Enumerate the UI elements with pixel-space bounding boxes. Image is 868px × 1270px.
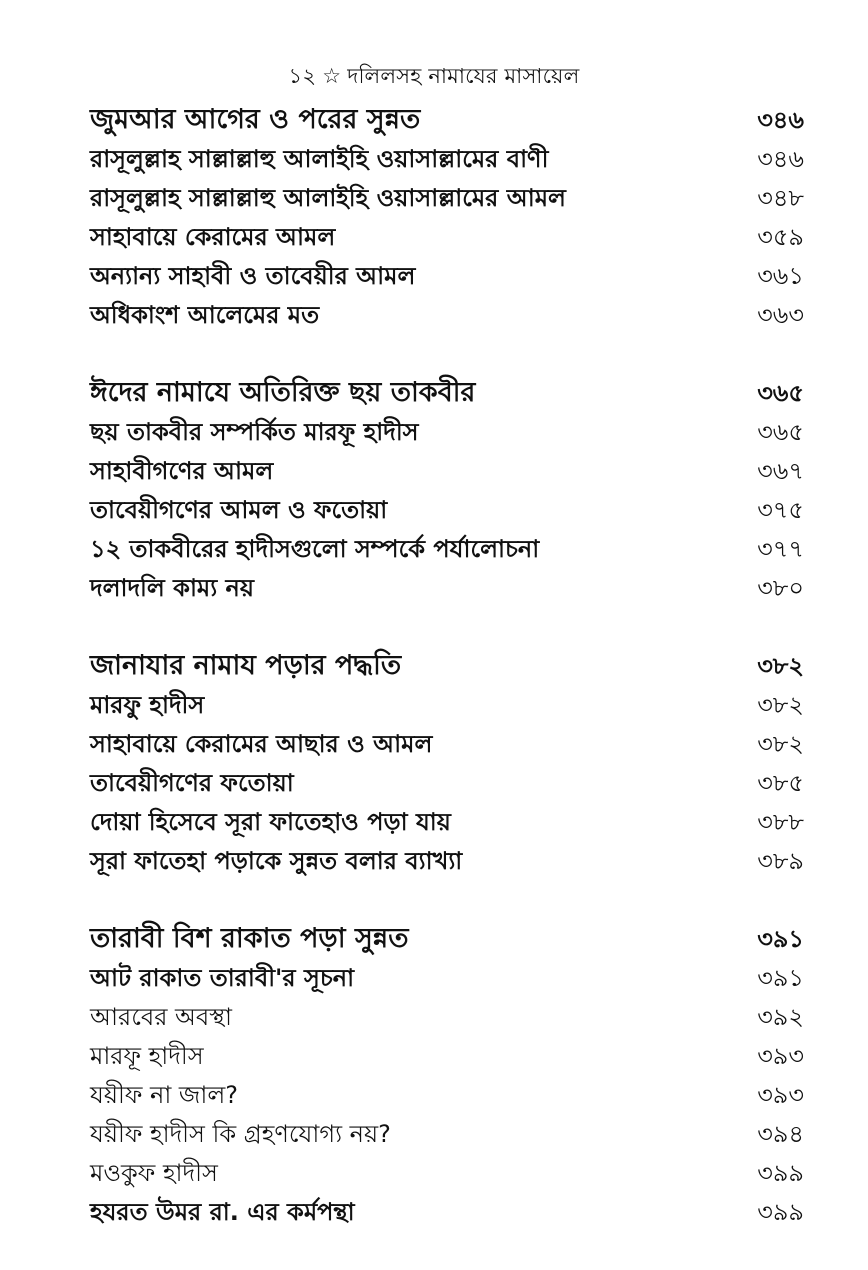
toc-entry bbox=[90, 998, 804, 1037]
toc-entry bbox=[90, 959, 804, 998]
toc-entry-page: ৩৬৩ bbox=[757, 301, 804, 329]
toc-heading bbox=[90, 373, 804, 413]
toc-entry-title: অধিকাংশ আলেমের মত bbox=[90, 301, 320, 329]
toc-entry bbox=[90, 218, 804, 257]
toc-entry-title: দোয়া হিসেবে সূরা ফাতেহাও পড়া যায় bbox=[90, 808, 451, 836]
toc-entry-page: ৩৫৯ bbox=[757, 223, 804, 251]
toc-entry-page: ৩৮৮ bbox=[757, 808, 804, 836]
toc-entry-title: সাহাবীগণের আমল bbox=[90, 457, 274, 485]
toc-entry bbox=[90, 764, 804, 803]
toc-entry-title: মওকুফ হাদীস bbox=[90, 1159, 218, 1187]
toc-heading bbox=[90, 100, 804, 140]
toc-heading-title: জুমআর আগের ও পরের সুন্নত bbox=[90, 104, 421, 135]
toc-entry bbox=[90, 257, 804, 296]
toc-entry bbox=[90, 452, 804, 491]
toc-entry bbox=[90, 491, 804, 530]
toc-entry-title: আট রাকাত তারাবী'র সূচনা bbox=[90, 964, 355, 992]
toc-entry-title: তাবেয়ীগণের আমল ও ফতোয়া bbox=[90, 496, 388, 524]
toc-entry-title: আরবের অবস্থা bbox=[90, 1003, 233, 1031]
running-header bbox=[0, 60, 868, 95]
toc-entry bbox=[90, 569, 804, 608]
toc-heading bbox=[90, 919, 804, 959]
toc-entry-title: যয়ীফ না জাল? bbox=[90, 1081, 238, 1109]
toc-entry-page: ৩৯৩ bbox=[757, 1081, 804, 1109]
toc-entry-page: ৩৮৫ bbox=[757, 769, 804, 797]
toc-entry-page: ৩৪৮ bbox=[757, 184, 804, 212]
toc-entry-page: ৩৭৭ bbox=[757, 535, 804, 563]
toc-entry-title: অন্যান্য সাহাবী ও তাবেয়ীর আমল bbox=[90, 262, 416, 290]
toc-entry bbox=[90, 1076, 804, 1115]
toc-entry bbox=[90, 413, 804, 452]
toc-entry bbox=[90, 725, 804, 764]
star-icon: ☆ bbox=[322, 64, 342, 88]
toc-entry-page: ৩৮৯ bbox=[757, 847, 804, 875]
toc-entry-page: ৩৭৫ bbox=[757, 496, 804, 524]
toc-heading-page: ৩৮২ bbox=[757, 652, 804, 680]
toc-entry-title: যয়ীফ হাদীস কি গ্রহণযোগ্য নয়? bbox=[90, 1120, 391, 1148]
toc-entry bbox=[90, 1193, 804, 1232]
toc-entry-title: তাবেয়ীগণের ফতোয়া bbox=[90, 769, 294, 797]
toc-entry bbox=[90, 842, 804, 881]
toc-entry-page: ৩৮২ bbox=[757, 730, 804, 758]
toc-entry bbox=[90, 1154, 804, 1193]
toc-entry bbox=[90, 803, 804, 842]
toc-heading bbox=[90, 646, 804, 686]
toc-entry-page: ৩৯৪ bbox=[757, 1120, 804, 1148]
table-of-contents bbox=[90, 100, 804, 1232]
toc-entry bbox=[90, 179, 804, 218]
header-book-title: দলিলসহ নামাযের মাসায়েল bbox=[347, 64, 580, 88]
toc-section-janazah bbox=[90, 646, 804, 881]
toc-entry-page: ৩৮২ bbox=[757, 691, 804, 719]
toc-entry bbox=[90, 296, 804, 335]
toc-entry-page: ৩৬৫ bbox=[757, 418, 804, 446]
header-page-number: ১২ bbox=[288, 64, 317, 88]
toc-section-eid bbox=[90, 373, 804, 608]
toc-heading-page: ৩৯১ bbox=[757, 925, 804, 953]
toc-entry-page: ৩৬১ bbox=[757, 262, 804, 290]
toc-entry-page: ৩৯৯ bbox=[757, 1159, 804, 1187]
toc-heading-title: ঈদের নামাযে অতিরিক্ত ছয় তাকবীর bbox=[90, 377, 476, 408]
toc-entry-title: রাসূলুল্লাহ সাল্লাল্লাহু আলাইহি ওয়াসাল্লামের বাণী bbox=[90, 145, 549, 173]
toc-entry-page: ৩৯১ bbox=[757, 964, 804, 992]
toc-section-tarawih bbox=[90, 919, 804, 1232]
toc-heading-page: ৩৪৬ bbox=[757, 106, 804, 134]
toc-heading-title: জানাযার নামায পড়ার পদ্ধতি bbox=[90, 650, 402, 681]
toc-section-jumuah bbox=[90, 100, 804, 335]
toc-heading-title: তারাবী বিশ রাকাত পড়া সুন্নত bbox=[90, 923, 409, 954]
toc-entry-page: ৩৮০ bbox=[757, 574, 804, 602]
toc-entry bbox=[90, 1115, 804, 1154]
toc-entry-title: হযরত উমর রা. এর কর্মপন্থা bbox=[90, 1198, 355, 1226]
toc-entry-title: সাহাবায়ে কেরামের আমল bbox=[90, 223, 336, 251]
toc-entry bbox=[90, 1037, 804, 1076]
toc-entry-title: রাসূলুল্লাহ সাল্লাল্লাহু আলাইহি ওয়াসাল্লামের আমল bbox=[90, 184, 566, 212]
toc-entry bbox=[90, 530, 804, 569]
toc-entry-title: মারফু হাদীস bbox=[90, 691, 205, 719]
toc-entry-title: সূরা ফাতেহা পড়াকে সুন্নত বলার ব্যাখ্যা bbox=[90, 847, 463, 875]
toc-entry-page: ৩৯৩ bbox=[757, 1042, 804, 1070]
toc-entry-page: ৩৬৭ bbox=[757, 457, 804, 485]
toc-entry bbox=[90, 140, 804, 179]
toc-entry-title: মারফূ হাদীস bbox=[90, 1042, 204, 1070]
toc-entry-title: ছয় তাকবীর সম্পর্কিত মারফূ হাদীস bbox=[90, 418, 419, 446]
toc-entry-page: ৩৪৬ bbox=[757, 145, 804, 173]
toc-entry bbox=[90, 686, 804, 725]
toc-entry-title: দলাদলি কাম্য নয় bbox=[90, 574, 255, 602]
toc-entry-title: ১২ তাকবীরের হাদীসগুলো সম্পর্কে পর্যালোচনা bbox=[90, 535, 540, 563]
toc-entry-title: সাহাবায়ে কেরামের আছার ও আমল bbox=[90, 730, 433, 758]
toc-entry-page: ৩৯৯ bbox=[757, 1198, 804, 1226]
toc-heading-page: ৩৬৫ bbox=[757, 379, 804, 407]
toc-entry-page: ৩৯২ bbox=[757, 1003, 804, 1031]
